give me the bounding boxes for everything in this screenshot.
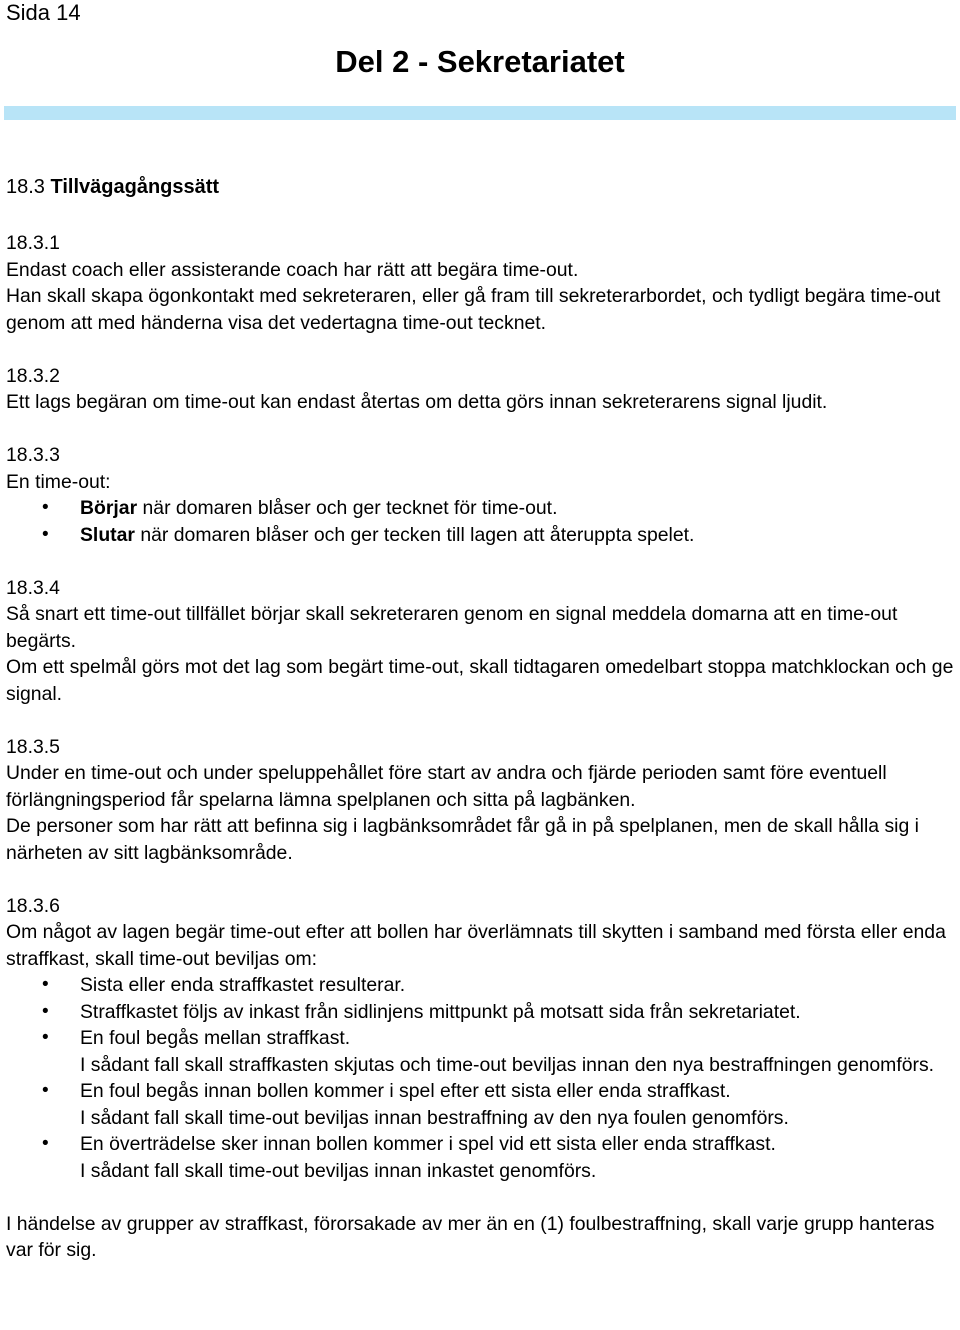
list-item-text: Sista eller enda straffkastet resulterar.: [80, 974, 406, 996]
list-item-text: En överträdelse sker innan bollen kommer i spel vid ett sista eller enda straffkast.: [80, 1133, 776, 1155]
paragraph: De personer som har rätt att befinna sig i lagbänksområdet får gå in på spelplanen, men de skall hålla sig i närheten av sitt lagbänksområde.: [6, 815, 919, 864]
list-item: [6, 1025, 958, 1078]
list-item: [6, 1131, 958, 1184]
paragraph: Ett lags begäran om time-out kan endast återtas om detta görs innan sekreterarens signal ljudit.: [6, 391, 828, 413]
paragraph: Om ett spelmål görs mot det lag som begärt time-out, skall tidtagaren omedelbart stoppa matchklockan och ge signal.: [6, 656, 954, 705]
list-item-text: när domaren blåser och ger tecknet för time-out.: [137, 497, 558, 519]
subsection-number: 18.3.5: [6, 735, 60, 758]
paragraph: Han skall skapa ögonkontakt med sekreteraren, eller gå fram till sekreterarbordet, och tydligt begära time-out genom att med händerna visa det vedertagna time-out tecknet.: [6, 285, 941, 334]
list-item: [6, 972, 958, 999]
list-item-text: En foul begås mellan straffkast.: [80, 1027, 351, 1049]
bullet-list: [6, 495, 958, 548]
list-item: [6, 999, 958, 1026]
subsection-number: 18.3.1: [6, 232, 60, 254]
subsection-number: 18.3.2: [6, 364, 60, 387]
subsection-number: 18.3.4: [6, 576, 60, 599]
paragraph: Så snart ett time-out tillfället börjar skall sekreteraren genom en signal meddela domarna att en time-out begärts.: [6, 603, 898, 652]
list-item-text: Straffkastet följs av inkast från sidlinjens mittpunkt på motsatt sida från sekretariatet.: [80, 1000, 801, 1023]
paragraph: Endast coach eller assisterande coach har rätt att begära time-out.: [6, 258, 579, 281]
list-item-note: I sådant fall skall straffkasten skjutas och time-out beviljas innan den nya bestraffningen genomförs.: [80, 1053, 935, 1076]
subsection-number: 18.3.6: [6, 894, 60, 917]
paragraph: En time-out:: [6, 470, 111, 493]
list-item: [6, 522, 958, 549]
subsection-number: 18.3.3: [6, 444, 60, 466]
page-number: Sida 14: [6, 0, 81, 25]
list-item: [6, 495, 958, 522]
list-item: [6, 1078, 958, 1131]
bullet-list: [6, 972, 958, 1184]
closing-paragraph: I händelse av grupper av straffkast, förorsakade av mer än en (1) foulbestraffning, skall varje grupp hanteras var för sig.: [6, 1212, 935, 1261]
paragraph: Under en time-out och under speluppehållet före start av andra och fjärde perioden samt före eventuell förlängningsperiod får spelarna lämna spelplanen och sitta på lagbänken.: [6, 762, 887, 811]
list-item-note: I sådant fall skall time-out beviljas innan bestraffning av den nya foulen genomförs.: [80, 1106, 789, 1129]
section-heading-text: Tillvägagångssätt: [50, 176, 220, 198]
paragraph: Om något av lagen begär time-out efter att bollen har överlämnats till skytten i samband med första eller enda straffkast, skall time-out beviljas om:: [6, 921, 946, 970]
document-body: [6, 230, 958, 1264]
title-underline-bar: [4, 106, 956, 120]
list-item-keyword: Börjar: [80, 497, 138, 519]
list-item-keyword: Slutar: [80, 523, 135, 546]
list-item-note: I sådant fall skall time-out beviljas innan inkastet genomförs.: [80, 1159, 597, 1182]
list-item-text: när domaren blåser och ger tecken till lagen att återuppta spelet.: [134, 523, 695, 546]
section-heading: [6, 174, 219, 200]
section-heading-number: 18.3: [6, 176, 45, 198]
page-title: Del 2 - Sekretariatet: [335, 44, 625, 79]
list-item-text: En foul begås innan bollen kommer i spel efter ett sista eller enda straffkast.: [80, 1080, 731, 1102]
